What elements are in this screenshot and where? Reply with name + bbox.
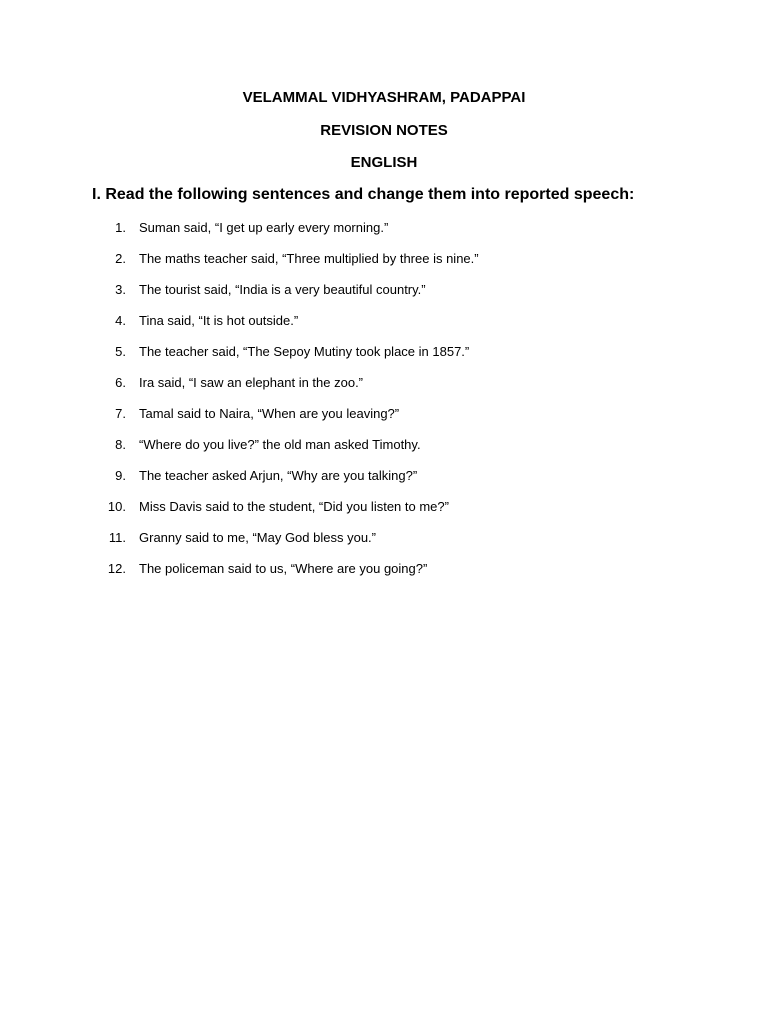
school-name: VELAMMAL VIDHYASHRAM, PADAPPAI <box>242 89 526 106</box>
question-text: The tourist said, “India is a very beautiful country.” <box>139 282 426 297</box>
question-text: Miss Davis said to the student, “Did you listen to me?” <box>139 499 449 514</box>
question-text: Tina said, “It is hot outside.” <box>139 313 299 328</box>
question-number: 12. <box>107 561 126 576</box>
question-number: 9. <box>115 468 126 483</box>
question-number: 7. <box>115 406 126 421</box>
question-number: 6. <box>115 375 126 390</box>
question-item <box>0 250 768 281</box>
question-number: 8. <box>115 437 126 452</box>
question-item <box>0 498 768 529</box>
question-item <box>0 405 768 436</box>
question-number: 2. <box>115 251 126 266</box>
question-item <box>0 560 768 591</box>
question-number: 5. <box>115 344 126 359</box>
subject-title: ENGLISH <box>350 154 418 171</box>
question-number: 4. <box>115 313 126 328</box>
section-instruction: I. Read the following sentences and change them into reported speech: <box>92 186 635 203</box>
question-item <box>0 529 768 560</box>
question-item <box>0 436 768 467</box>
question-text: The teacher asked Arjun, “Why are you talking?” <box>139 468 418 483</box>
question-text: Tamal said to Naira, “When are you leaving?” <box>139 406 400 421</box>
question-item <box>0 219 768 250</box>
question-text: Ira said, “I saw an elephant in the zoo.” <box>139 375 364 390</box>
question-number: 1. <box>115 220 126 235</box>
question-item <box>0 281 768 312</box>
question-text: The maths teacher said, “Three multiplied by three is nine.” <box>139 251 479 266</box>
question-number: 3. <box>115 282 126 297</box>
question-list <box>0 219 768 591</box>
document-type: REVISION NOTES <box>320 122 448 139</box>
question-text: Granny said to me, “May God bless you.” <box>139 530 376 545</box>
question-item <box>0 467 768 498</box>
question-item <box>0 312 768 343</box>
question-item <box>0 343 768 374</box>
question-text: The teacher said, “The Sepoy Mutiny took place in 1857.” <box>139 344 470 359</box>
question-number: 10. <box>107 499 126 514</box>
question-item <box>0 374 768 405</box>
question-text: “Where do you live?” the old man asked Timothy. <box>139 437 421 452</box>
question-number: 11. <box>108 530 126 545</box>
question-text: The policeman said to us, “Where are you going?” <box>139 561 428 576</box>
question-text: Suman said, “I get up early every morning.” <box>139 220 389 235</box>
